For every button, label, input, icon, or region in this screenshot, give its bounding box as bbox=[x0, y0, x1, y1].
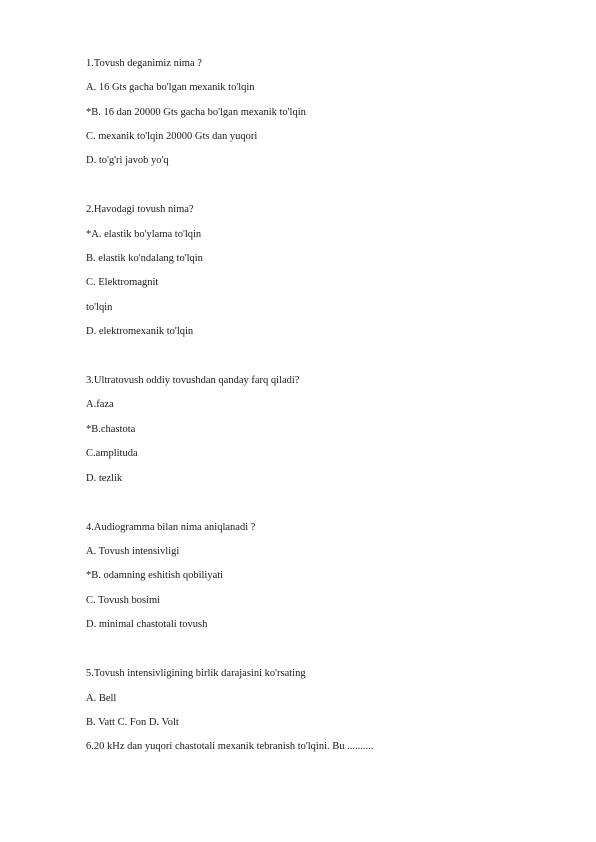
question-1-option-a: A. 16 Gts gacha bo'lgan mexanik to'lqin bbox=[86, 82, 255, 93]
question-3-option-d: D. tezlik bbox=[86, 473, 123, 484]
question-1-option-d: D. to'g'ri javob yo'q bbox=[86, 155, 169, 166]
question-5-option-b: B. Vatt C. Fon D. Volt bbox=[86, 717, 179, 728]
question-5-text: 5.Tovush intensivligining birlik darajasini ko'rsating bbox=[86, 668, 306, 679]
question-4-option-b: *B. odamning eshitish qobiliyati bbox=[86, 570, 224, 581]
question-2-option-c-cont: to'lqin bbox=[86, 302, 113, 313]
question-3-option-c: C.amplituda bbox=[86, 448, 138, 459]
question-3-option-b: *B.chastota bbox=[86, 424, 136, 435]
question-4-option-a: A. Tovush intensivligi bbox=[86, 546, 180, 557]
question-4-option-c: C. Tovush bosimi bbox=[86, 595, 161, 606]
question-2-option-a: *A. elastik bo'ylama to'lqin bbox=[86, 229, 202, 240]
question-3-option-a: A.faza bbox=[86, 399, 114, 410]
question-5-option-a: A. Bell bbox=[86, 693, 117, 704]
question-4-option-d: D. minimal chastotali tovush bbox=[86, 619, 208, 630]
question-2-option-b: B. elastik ko'ndalang to'lqin bbox=[86, 253, 203, 264]
question-2-text: 2.Havodagi tovush nima? bbox=[86, 204, 194, 215]
question-6-text: 6.20 kHz dan yuqori chastotali mexanik tebranish to'lqini. Bu .......... bbox=[86, 741, 374, 752]
question-1-option-b: *B. 16 dan 20000 Gts gacha bo'lgan mexanik to'lqin bbox=[86, 107, 306, 118]
question-4-text: 4.Audiogramma bilan nima aniqlanadi ? bbox=[86, 522, 256, 533]
question-1-text: 1.Tovush deganimiz nima ? bbox=[86, 58, 202, 69]
question-2-option-d: D. elektromexanik to'lqin bbox=[86, 326, 194, 337]
question-1-option-c: C. mexanik to'lqin 20000 Gts dan yuqori bbox=[86, 131, 258, 142]
question-3-text: 3.Ultratovush oddiy tovushdan qanday farq qiladi? bbox=[86, 375, 300, 386]
question-2-option-c: C. Elektromagnit bbox=[86, 277, 159, 288]
